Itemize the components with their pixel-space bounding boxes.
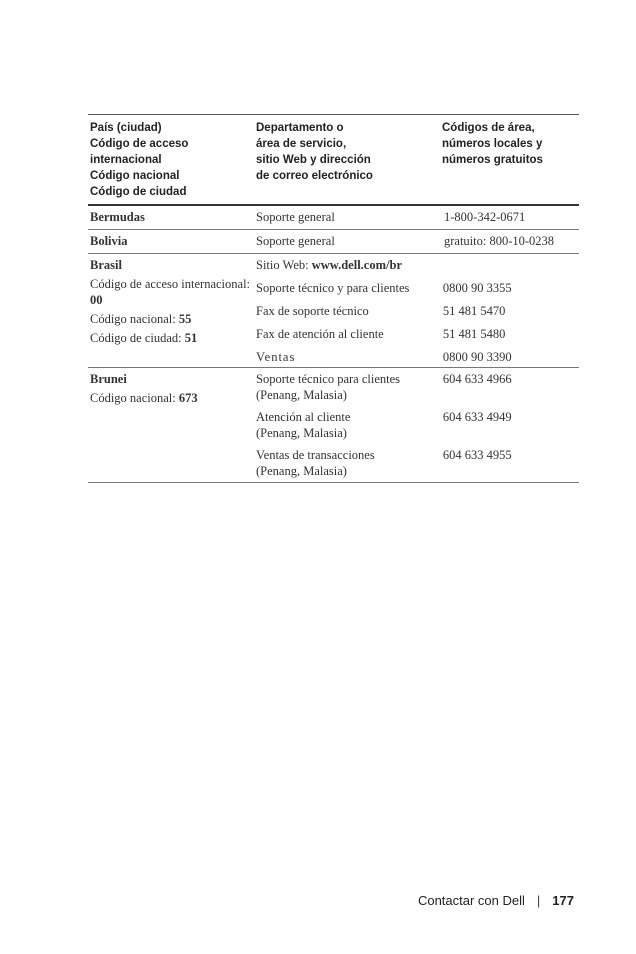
website-entry [256,257,441,273]
service-desc: Ventas [256,350,296,364]
header-text: Código nacional [90,170,180,182]
code-value: 673 [178,391,198,405]
phone-number: gratuito: 800-10-0238 [444,234,555,248]
service-desc: Soporte general [256,234,335,248]
phone-number: 604 633 4949 [442,410,512,424]
country-code-info [90,330,256,346]
code-value: 51 [184,331,198,345]
header-text: Código de ciudad [90,186,187,198]
code-label: Código nacional: [90,391,176,405]
service-desc-line: Soporte técnico para clientes [256,372,401,386]
service-desc: Soporte general [256,210,335,224]
code-label: Código nacional: [90,312,176,326]
page-number: 177 [552,893,574,908]
service-desc-line: (Penang, Malasia) [256,388,347,402]
service-desc [256,409,441,441]
phone-number: 0800 90 3355 [442,281,512,295]
header-text: números gratuitos [442,154,543,166]
header-numbers [442,120,579,200]
contact-table [88,114,579,483]
service-desc: Soporte técnico y para clientes [256,281,410,295]
service-desc: Fax de soporte técnico [256,304,369,318]
header-text: internacional [90,154,162,166]
phone-number: 1-800-342-0671 [444,210,526,224]
country-name: Brunei [90,372,127,386]
table-row [88,368,579,483]
header-text: de correo electrónico [256,170,373,182]
code-label: Código de ciudad: [90,331,182,345]
service-desc-line: (Penang, Malasia) [256,464,347,478]
page-footer [418,893,574,908]
website-link[interactable]: www.dell.com/br [311,258,402,272]
header-text: Departamento o [256,122,344,134]
country-name: Bolivia [90,234,128,248]
header-department [256,120,442,200]
service-desc-line: Atención al cliente [256,410,351,424]
country-name: Brasil [90,258,122,272]
code-value: 55 [178,312,192,326]
table-header [88,114,579,206]
code-label: Código de acceso internacional: [90,277,251,291]
country-code-info [90,390,256,406]
phone-number: 0800 90 3390 [442,350,512,364]
country-code-info [90,311,256,327]
country-code-info [90,276,256,308]
service-desc-line: Ventas de transacciones [256,448,375,462]
phone-number: 51 481 5470 [442,304,506,318]
country-name: Bermudas [90,210,145,224]
header-text: números locales y [442,138,543,150]
phone-number: 604 633 4955 [442,448,512,462]
header-text: Código de acceso [90,138,189,150]
service-desc [256,371,441,403]
phone-number: 604 633 4966 [442,372,512,386]
header-text: Códigos de área, [442,122,535,134]
footer-section-title: Contactar con Dell [417,893,525,908]
service-desc-line: (Penang, Malasia) [256,426,347,440]
table-row [88,254,579,368]
service-desc: Fax de atención al cliente [256,327,384,341]
header-text: área de servicio, [256,138,347,150]
table-row [88,206,579,230]
service-desc [256,447,441,479]
header-text: País (ciudad) [90,122,162,134]
phone-number: 51 481 5480 [442,327,506,341]
header-country [88,120,256,200]
code-value: 00 [90,293,103,307]
header-text: sitio Web y dirección [256,154,371,166]
website-label: Sitio Web: [256,258,309,272]
footer-separator: | [536,893,541,908]
table-row [88,230,579,254]
